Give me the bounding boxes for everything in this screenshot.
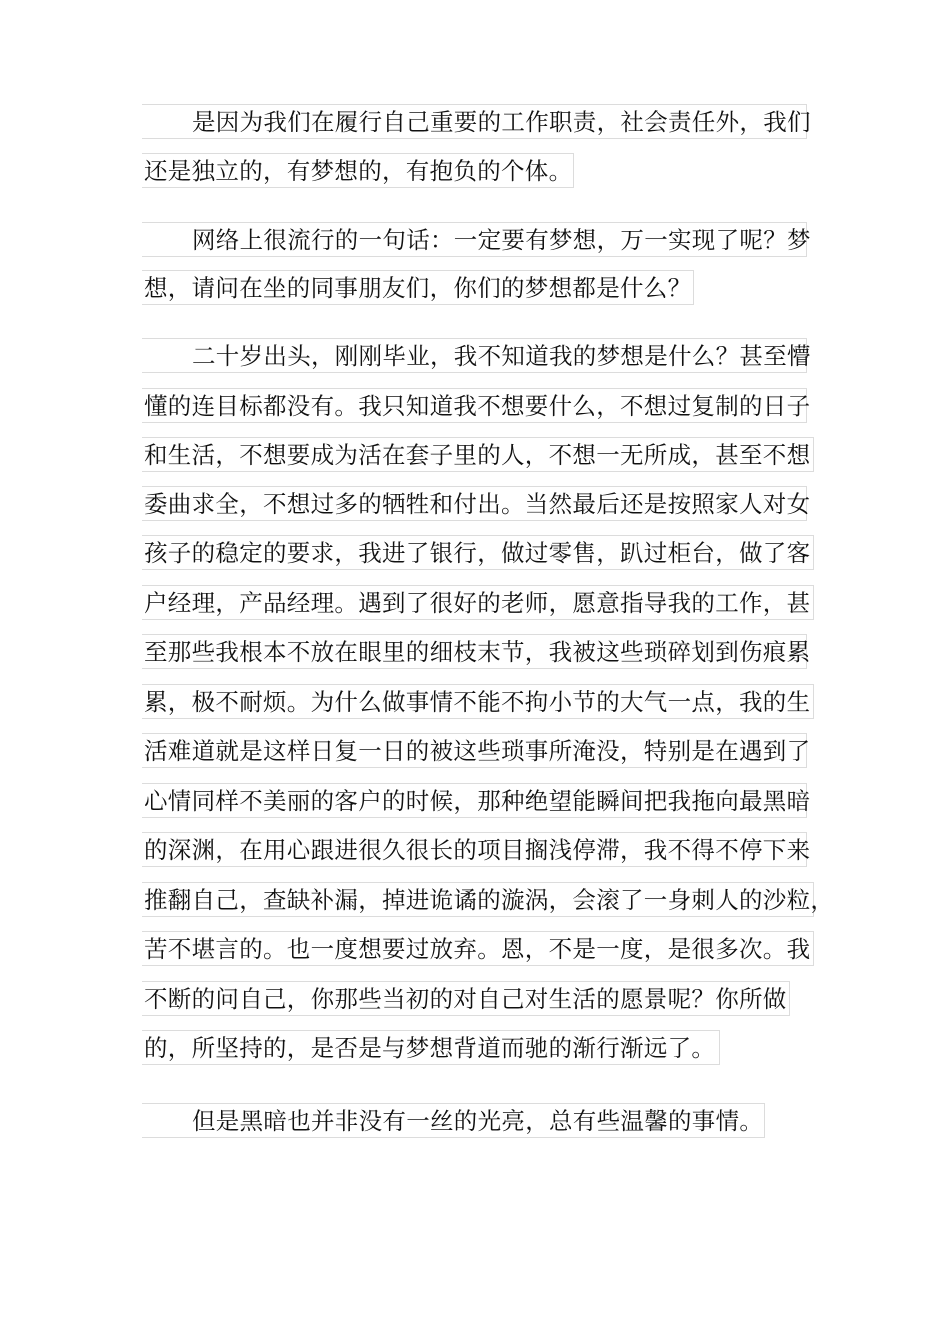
text-line: 推翻自己，查缺补漏，掉进诡谲的漩涡，会滚了一身刺人的沙粒，: [142, 882, 814, 917]
text-line: 苦不堪言的。也一度想要过放弃。恩，不是一度，是很多次。我: [142, 931, 814, 966]
text-line: 的深渊，在用心跟进很久很长的项目搁浅停滞，我不得不停下来: [142, 832, 807, 867]
text-line: 户经理，产品经理。遇到了很好的老师，愿意指导我的工作，甚: [142, 585, 814, 620]
text-line: 心情同样不美丽的客户的时候，那种绝望能瞬间把我拖向最黑暗: [142, 783, 807, 818]
text-line: 和生活，不想要成为活在套子里的人，不想一无所成，甚至不想: [142, 437, 814, 472]
text-line: 委曲求全，不想过多的牺牲和付出。当然最后还是按照家人对女: [142, 486, 807, 521]
text-line: 累，极不耐烦。为什么做事情不能不拘小节的大气一点，我的生: [142, 684, 814, 719]
text-line: 但是黑暗也并非没有一丝的光亮，总有些温馨的事情。: [142, 1103, 765, 1138]
text-line: 活难道就是这样日复一日的被这些琐事所淹没，特别是在遇到了: [142, 733, 807, 768]
text-line: 网络上很流行的一句话：一定要有梦想，万一实现了呢？梦: [142, 222, 807, 257]
text-line: 孩子的稳定的要求，我进了银行，做过零售，趴过柜台，做了客: [142, 535, 814, 570]
text-line: 的，所坚持的，是否是与梦想背道而驰的渐行渐远了。: [142, 1030, 720, 1065]
text-line: 还是独立的，有梦想的，有抱负的个体。: [142, 153, 574, 188]
text-line: 不断的问自己，你那些当初的对自己对生活的愿景呢？你所做: [142, 981, 790, 1016]
text-line: 懂的连目标都没有。我只知道我不想要什么，不想过复制的日子: [142, 388, 807, 423]
text-line: 二十岁出头，刚刚毕业，我不知道我的梦想是什么？甚至懵: [142, 338, 807, 373]
text-line: 是因为我们在履行自己重要的工作职责，社会责任外，我们: [142, 104, 807, 139]
text-line: 想，请问在坐的同事朋友们，你们的梦想都是什么？: [142, 270, 694, 305]
text-line: 至那些我根本不放在眼里的细枝末节，我被这些琐碎划到伤痕累: [142, 634, 807, 669]
